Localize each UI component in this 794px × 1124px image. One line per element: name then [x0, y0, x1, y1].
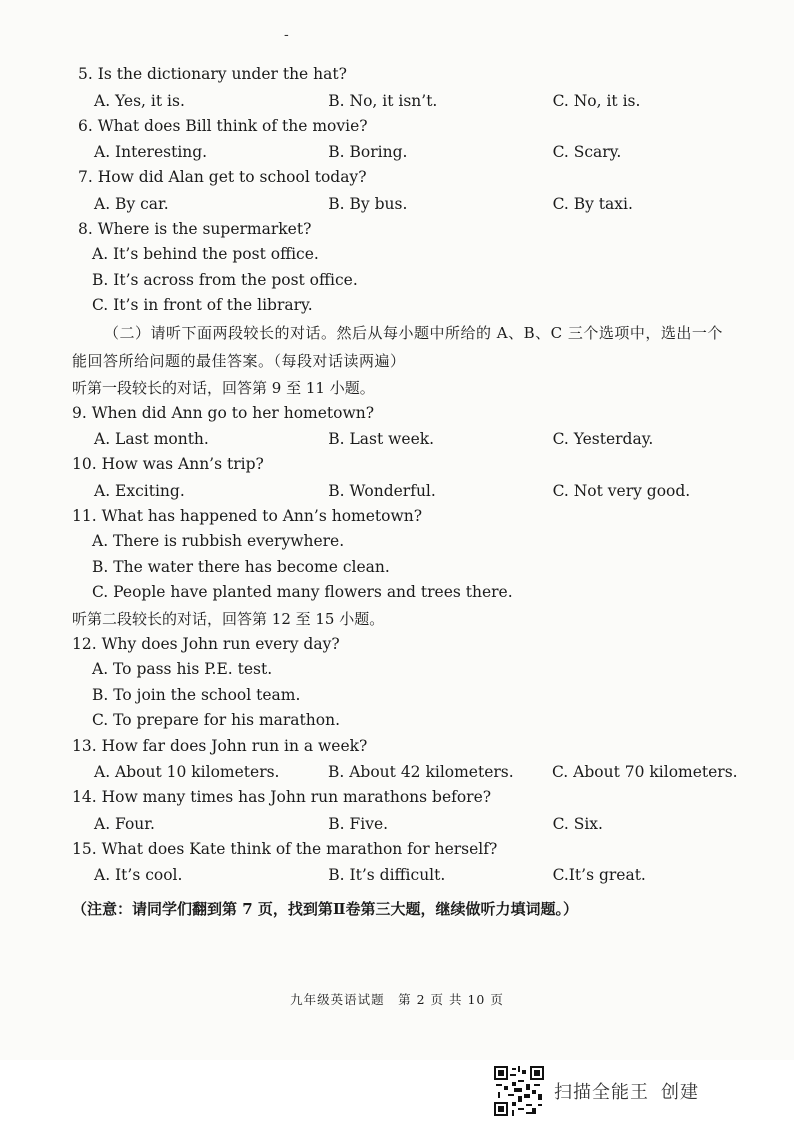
- page-footer: 九年级英语试题 第 2 页 共 10 页: [290, 992, 504, 1007]
- option-c: C. Not very good.: [552, 481, 691, 500]
- question-item: [72, 452, 732, 504]
- question-text: How did Alan get to school today?: [97, 168, 367, 186]
- option-row: [72, 426, 732, 452]
- question-stem: [72, 114, 732, 140]
- option-row: [72, 811, 732, 837]
- option-a: A. Four.: [94, 814, 155, 833]
- option-b: B. About 42 kilometers.: [327, 763, 514, 781]
- qr-code-icon: [494, 1066, 544, 1116]
- question-stem: [72, 62, 732, 88]
- option-b: B. It’s difficult.: [328, 866, 446, 884]
- question-number: 13.: [72, 736, 97, 755]
- option-a: A. There is rubbish everywhere.: [92, 532, 345, 550]
- question-item: [72, 165, 732, 217]
- option-c: C. By taxi.: [552, 194, 633, 213]
- question-number: 11.: [72, 506, 97, 525]
- question-item: [72, 217, 732, 319]
- question-number: 14.: [72, 788, 97, 806]
- option-c: C. To prepare for his marathon.: [92, 711, 340, 729]
- scanner-watermark: [494, 1066, 699, 1116]
- question-stem: [72, 734, 732, 760]
- option-row: [72, 478, 732, 504]
- header-mark: -: [284, 27, 289, 43]
- option-c: C. People have planted many flowers and trees there.: [92, 583, 513, 601]
- question-stem: [72, 217, 732, 243]
- question-stem: [72, 632, 732, 658]
- option-c: C. It’s in front of the library.: [92, 296, 313, 314]
- option-b: B. By bus.: [328, 194, 408, 213]
- question-text: How was Ann’s trip?: [101, 455, 264, 473]
- question-text: When did Ann go to her hometown?: [91, 403, 375, 422]
- option-a: A. To pass his P.E. test.: [92, 660, 273, 678]
- option-a: A. It’s behind the post office.: [92, 245, 319, 263]
- question-number: 12.: [72, 634, 97, 653]
- question-item: [72, 114, 732, 166]
- question-group-b: [72, 401, 732, 504]
- question-text: What does Kate think of the marathon for herself?: [101, 839, 498, 858]
- option-a: A. By car.: [94, 194, 169, 213]
- question-item: [72, 504, 732, 606]
- question-list: [72, 62, 738, 924]
- question-item: [72, 632, 732, 734]
- question-text: How many times has John run marathons before?: [101, 788, 492, 806]
- option-a: A. About 10 kilometers.: [94, 763, 280, 781]
- option-row: [72, 88, 732, 114]
- option-row: [72, 759, 738, 785]
- question-item: [72, 734, 738, 786]
- question-group-a: [72, 62, 732, 217]
- question-number: 5.: [78, 65, 93, 83]
- question-text: How far does John run in a week?: [101, 736, 368, 755]
- option-row: [72, 862, 732, 888]
- question-group-c: [72, 734, 738, 889]
- option-a: A. Last month.: [94, 430, 209, 448]
- option-b: B. Five.: [328, 814, 389, 833]
- option-row: [72, 191, 732, 217]
- question-number: 8.: [78, 219, 93, 238]
- question-stem: [72, 785, 732, 811]
- question-number: 7.: [78, 168, 93, 186]
- option-row: [72, 139, 732, 165]
- option-c: C. About 70 kilometers.: [552, 763, 738, 781]
- question-text: Where is the supermarket?: [97, 219, 312, 238]
- question-item: [72, 837, 732, 889]
- scanner-label: [554, 1078, 699, 1104]
- scanner-app-name: 扫描全能王: [554, 1082, 649, 1103]
- option-b: B. No, it isn’t.: [328, 91, 438, 110]
- question-stem: [72, 504, 732, 530]
- option-c: C. Six.: [552, 814, 603, 833]
- question-text: Why does John run every day?: [101, 634, 340, 653]
- option-b: B. Last week.: [328, 430, 435, 448]
- dialogue-2-intro: 听第二段较长的对话，回答第 12 至 15 小题。: [72, 609, 385, 628]
- option-b: B. To join the school team.: [92, 685, 301, 704]
- question-stem: [72, 401, 732, 427]
- option-a: A. Exciting.: [94, 481, 185, 500]
- question-number: 10.: [72, 455, 97, 473]
- option-c: C. No, it is.: [552, 91, 641, 110]
- option-c: C.It’s great.: [552, 866, 646, 884]
- scanner-created: 创建: [661, 1082, 699, 1103]
- option-a: A. It’s cool.: [94, 866, 183, 884]
- option-a: A. Interesting.: [94, 143, 208, 161]
- option-b: B. Boring.: [328, 143, 408, 161]
- option-b: B. The water there has become clean.: [92, 557, 390, 576]
- option-b: B. It’s across from the post office.: [92, 270, 358, 289]
- question-stem: [72, 837, 732, 863]
- question-item: [72, 785, 732, 837]
- option-a: A. Yes, it is.: [94, 91, 185, 110]
- dialogue-1-intro: 听第一段较长的对话，回答第 9 至 11 小题。: [72, 378, 375, 397]
- question-number: 9.: [72, 403, 87, 422]
- question-text: What has happened to Ann’s hometown?: [101, 506, 423, 525]
- question-text: Is the dictionary under the hat?: [97, 65, 347, 83]
- question-number: 15.: [72, 839, 97, 858]
- page-note: （注意：请同学们翻到第 7 页，找到第Ⅱ卷第三大题，继续做听力填词题。）: [72, 900, 579, 918]
- question-item: [72, 62, 732, 114]
- question-stem: [72, 452, 732, 478]
- question-number: 6.: [78, 116, 93, 135]
- question-stem: [72, 165, 732, 191]
- question-text: What does Bill think of the movie?: [97, 116, 368, 135]
- option-c: C. Yesterday.: [552, 430, 654, 448]
- option-c: C. Scary.: [552, 143, 622, 161]
- question-item: [72, 401, 732, 453]
- section-instruction: （二）请听下面两段较长的对话。然后从每小题中所给的 A、B、C 三个选项中，选出一个能回答所给问题的最佳答案。（每段对话读两遍）: [72, 323, 723, 370]
- option-b: B. Wonderful.: [328, 481, 436, 500]
